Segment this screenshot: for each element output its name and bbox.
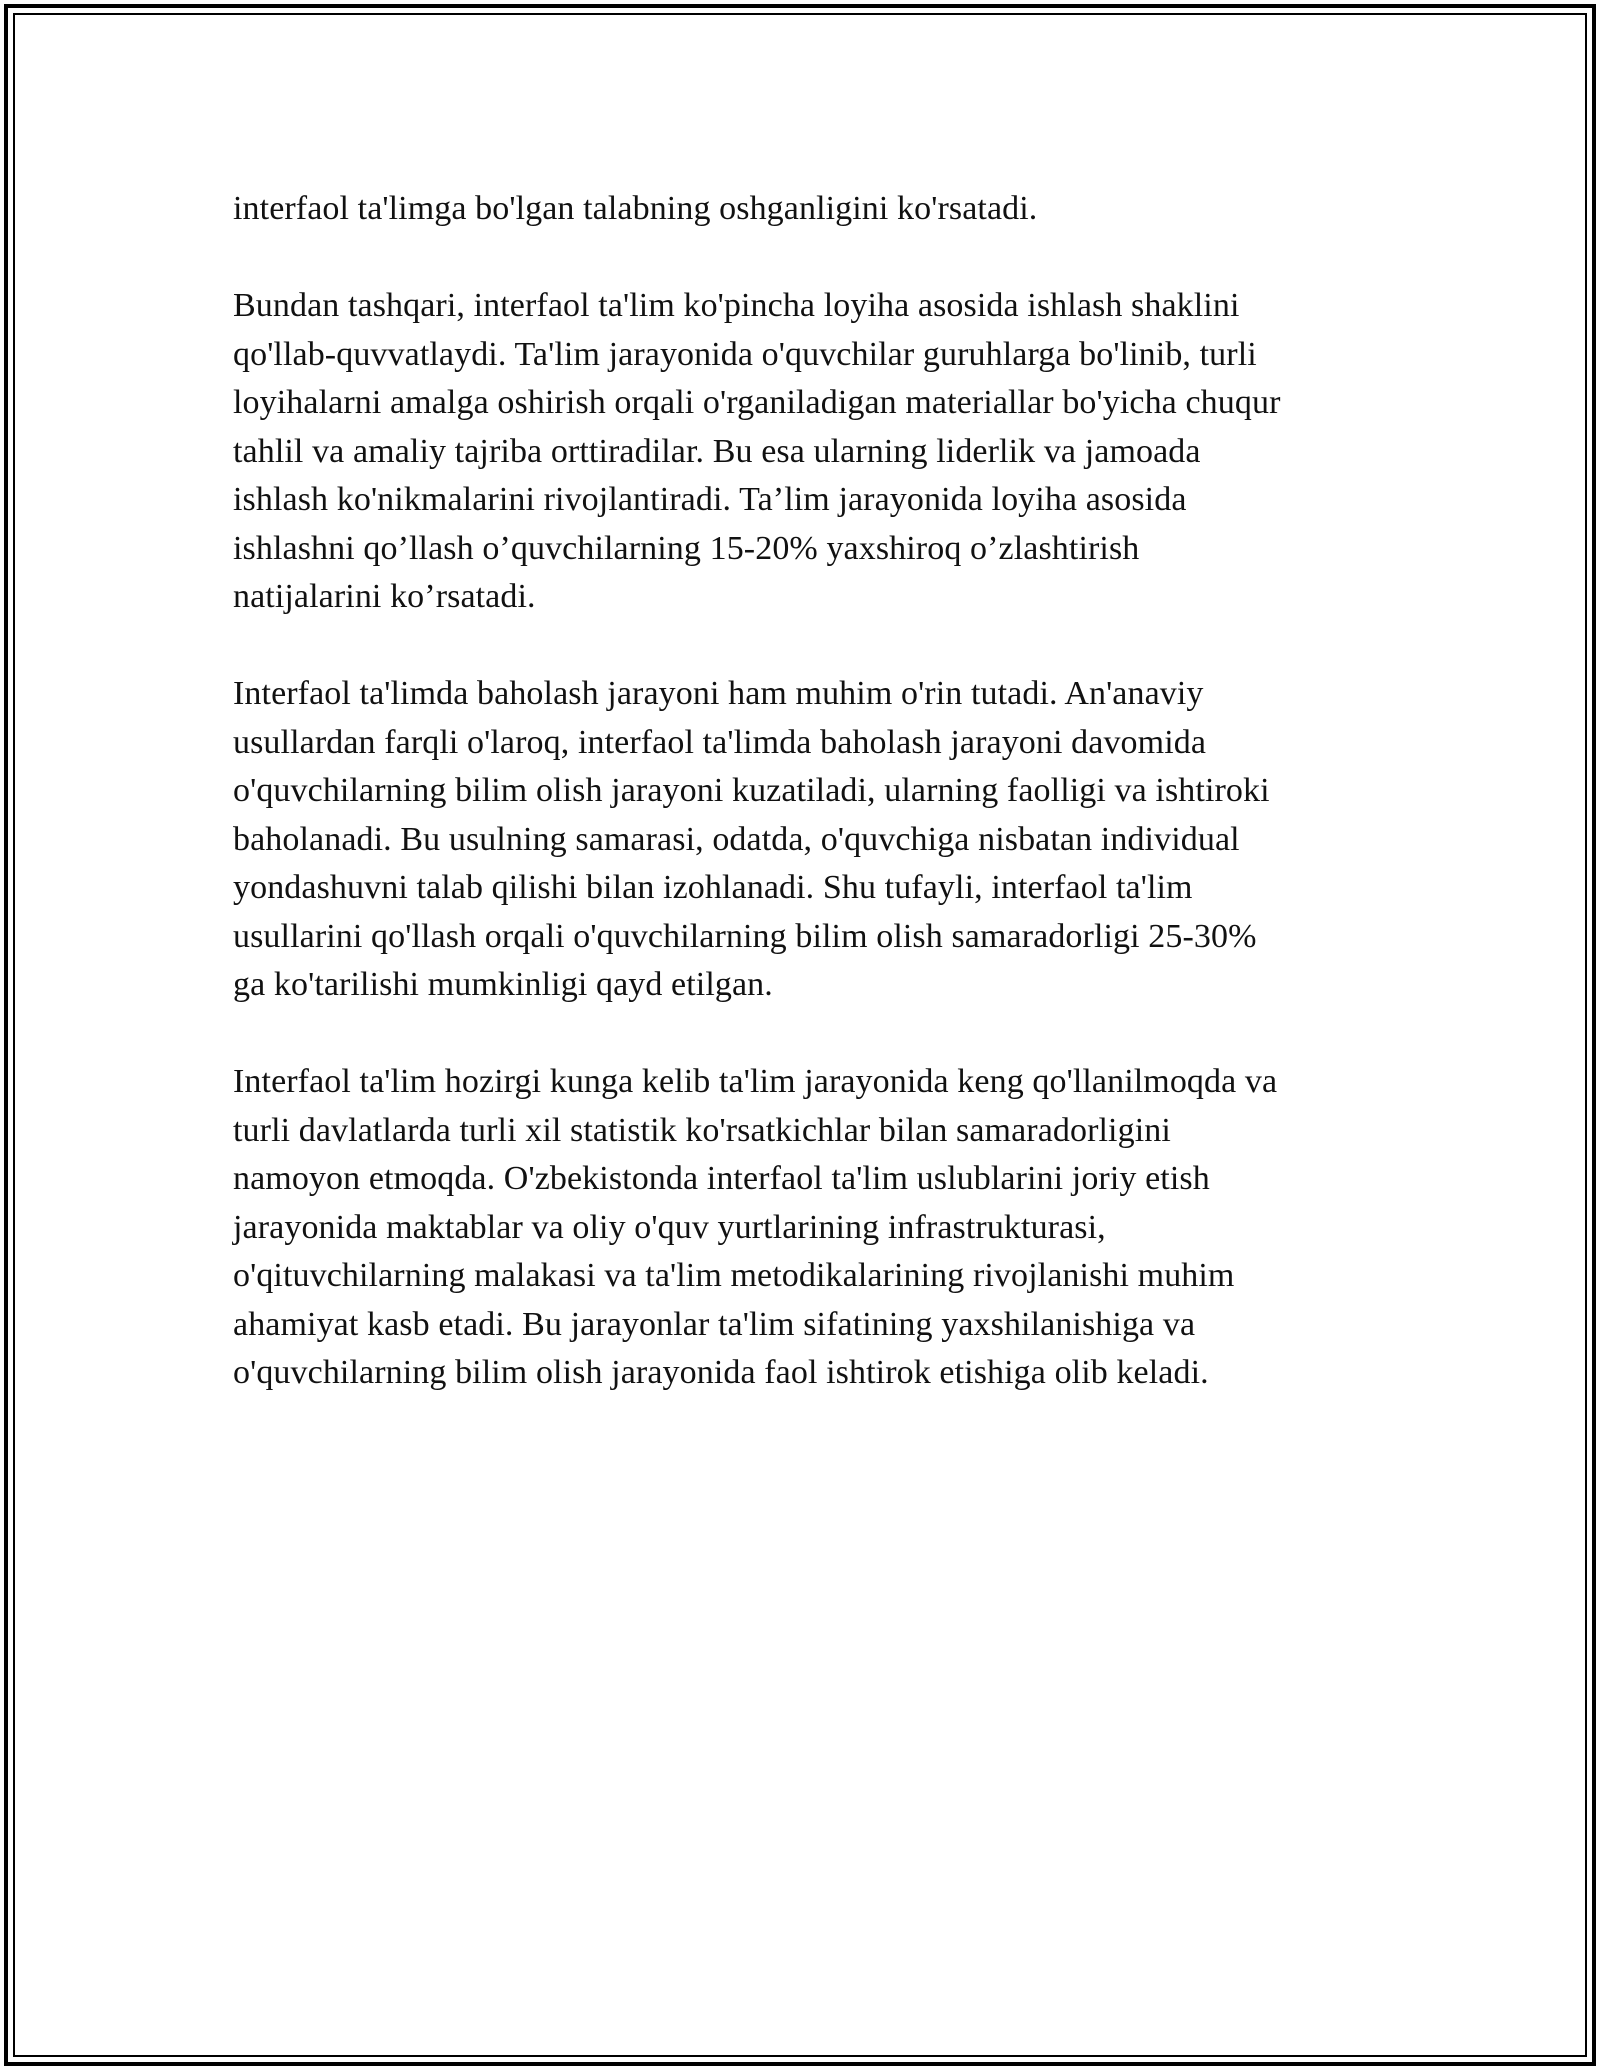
document-body	[233, 185, 1363, 1446]
text-line: o'quvchilarning bilim olish jarayonida faol ishtirok etishiga olib keladi.	[233, 1354, 1209, 1391]
text-line: o'qituvchilarning malakasi va ta'lim metodikalarining rivojlanishi muhim	[233, 1257, 1235, 1294]
text-line: namoyon etmoqda. O'zbekistonda interfaol ta'lim uslublarini joriy etish	[233, 1160, 1210, 1197]
paragraph-1	[233, 185, 1363, 234]
text-line: ishlashni qo’llash o’quvchilarning 15-20% yaxshiroq o’zlashtirish	[233, 529, 1140, 567]
text-line: turli davlatlarda turli xil statistik ko'rsatkichlar bilan samaradorligini	[233, 1111, 1171, 1149]
paragraph-2	[233, 282, 1363, 622]
paragraph-3	[233, 670, 1363, 1010]
text-line: jarayonida maktablar va oliy o'quv yurtlarining infrastrukturasi,	[233, 1208, 1106, 1246]
text-line: loyihalarni amalga oshirish orqali o'rganiladigan materiallar bo'yicha chuqur	[233, 384, 1281, 421]
paragraph-4	[233, 1058, 1363, 1398]
text-line: Bundan tashqari, interfaol ta'lim ko'pincha loyiha asosida ishlash shaklini	[233, 287, 1240, 324]
text-line: Interfaol ta'limda baholash jarayoni ham muhim o'rin tutadi. An'anaviy	[233, 675, 1204, 712]
text-line: baholanadi. Bu usulning samarasi, odatda, o'quvchiga nisbatan individual	[233, 820, 1240, 858]
text-line: ishlash ko'nikmalarini rivojlantiradi. Ta’lim jarayonida loyiha asosida	[233, 481, 1187, 518]
text-line: Interfaol ta'lim hozirgi kunga kelib ta'lim jarayonida keng qo'llanilmoqda va	[233, 1063, 1278, 1100]
text-line: usullardan farqli o'laroq, interfaol ta'limda baholash jarayoni davomida	[233, 723, 1207, 761]
text-line: natijalarini ko’rsatadi.	[233, 578, 536, 615]
text-line: usullarini qo'llash orqali o'quvchilarning bilim olish samaradorligi 25-30%	[233, 917, 1257, 955]
text-line: tahlil va amaliy tajriba orttiradilar. Bu esa ularning liderlik va jamoada	[233, 432, 1201, 470]
text-line: yondashuvni talab qilishi bilan izohlanadi. Shu tufayli, interfaol ta'lim	[233, 869, 1193, 906]
text-line: interfaol ta'limga bo'lgan talabning oshganligini ko'rsatadi.	[233, 190, 1038, 227]
text-line: ahamiyat kasb etadi. Bu jarayonlar ta'lim sifatining yaxshilanishiga va	[233, 1305, 1196, 1343]
text-line: qo'llab-quvvatlaydi. Ta'lim jarayonida o'quvchilar guruhlarga bo'linib, turli	[233, 335, 1257, 373]
text-line: o'quvchilarning bilim olish jarayoni kuzatiladi, ularning faolligi va ishtiroki	[233, 772, 1270, 809]
text-line: ga ko'tarilishi mumkinligi qayd etilgan.	[233, 966, 773, 1003]
